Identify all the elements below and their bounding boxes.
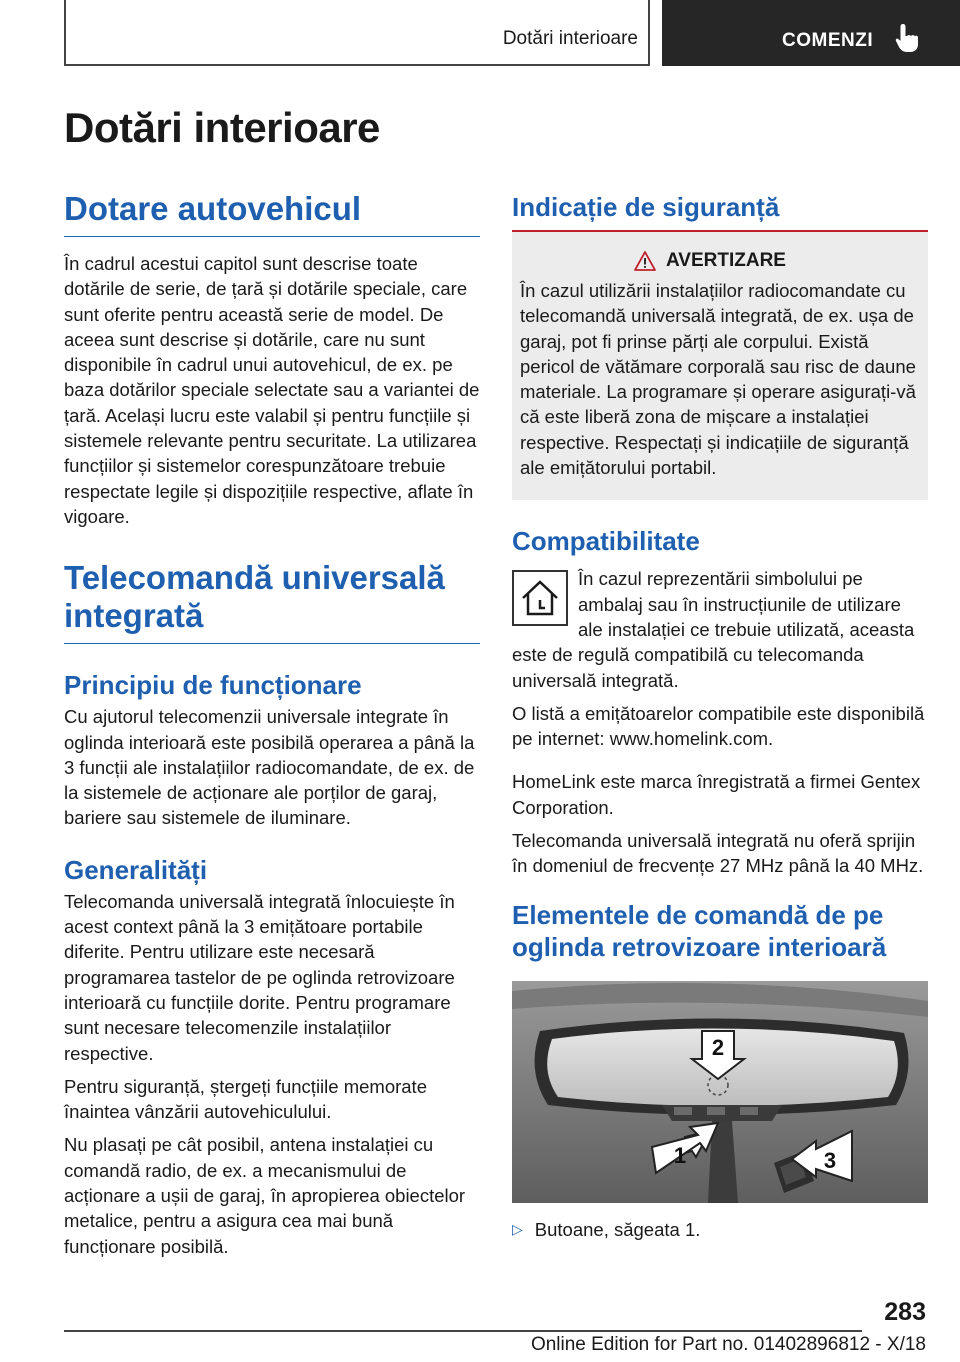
- text-compat-4: Telecomanda universală integrată nu oferă sprijin în domeniul de frecvențe 27 MHz până la 40 MHz.: [512, 830, 924, 877]
- warning-title: AVERTIZARE: [666, 250, 786, 271]
- warning-title-row: [520, 250, 920, 272]
- left-column: [64, 190, 480, 1259]
- section-text-dotare: În cadrul acestui capitol sunt descrise toate dotările de serie, de țară și dotările speciale, care sunt oferite pentru această serie de model. De aceea sunt descrise și dotările, care nu sunt disponibile în cadrul unui autovehicul, de ex. pe baza dotărilor speciale selectate sau a variantei de țară. Același lucru este valabil și pentru funcțiile și sistemele relevante pentru securitate. La utilizarea funcțiilor și sistemelor corespunzătoare trebuie respectate legile și dispozițiile respective, aflate în vigoare.: [64, 253, 480, 527]
- right-column: [512, 190, 928, 1242]
- header-section-tab[interactable]: [662, 0, 960, 66]
- figure-label-2: 2: [711, 1034, 725, 1060]
- compat-block: [512, 566, 928, 878]
- text-compat-3: HomeLink este marca înregistrată a firmei Gentex Corporation.: [512, 771, 921, 818]
- figure-label-3: 3: [823, 1147, 837, 1173]
- homelink-symbol-icon: [512, 570, 568, 626]
- footer-edition: Online Edition for Part no. 01402896812 - X/18: [530, 1334, 926, 1355]
- section-heading-dotare: Dotare autovehicul: [64, 190, 480, 237]
- header-left-rule: [64, 0, 66, 64]
- page-title: Dotări interioare: [64, 104, 380, 151]
- heading-compatibilitate: Compatibilitate: [512, 526, 700, 557]
- subheading-generalitati: Generalități: [64, 854, 208, 885]
- subheading-principiu: Principiu de funcționare: [64, 670, 362, 701]
- page-number: 283: [884, 1298, 926, 1326]
- warning-text: În cazul utilizării instalațiilor radiocomandate cu telecomandă universală integrată, de ex. ușa de garaj, pot fi prinse părți ale corpului. Există pericol de vătămare corporală sau risc de daune materiale. La programare și operare asigurați-vă că este liberă zona de mișcare a instalației respective. Respectați și indicațiile de siguranță ale emițătorului portabil.: [520, 280, 916, 479]
- text-principiu: Cu ajutorul telecomenzii universale integrate în oglinda interioară este posibilă operarea a până la 3 funcții ale instalațiilor radiocomandate, de ex. de la sistemele de acționare ale porților de garaj, bariere sau sistemele de iluminare.: [64, 706, 475, 829]
- bullet-text: Butoane, săgeata 1.: [534, 1218, 701, 1240]
- header-tab-label: COMENZI: [782, 30, 874, 51]
- heading-indicatie-siguranta: Indicație de siguranță: [512, 192, 780, 222]
- figure-label-1: 1: [673, 1142, 687, 1168]
- hand-pointer-icon: [894, 22, 920, 54]
- header-bottom-rule: [64, 64, 650, 66]
- footer-rule: [64, 1330, 862, 1332]
- header-chapter-link[interactable]: Dotări interioare: [502, 28, 638, 49]
- warning-box: [512, 232, 928, 500]
- text-generalitati-1: Telecomanda universală integrată înlocuiește în acest context până la 3 emițătoare portabile diferite. Pentru utilizare este necesară programarea tastelor de pe oglinda retrovizoare interioară cu funcțiile dorite. Pentru programare sunt necesare telecomenzile instalațiilor respective.: [64, 890, 455, 1064]
- header-divider: [648, 0, 650, 66]
- text-compat-2: O listă a emițătoarelor compatibile este disponibilă pe internet: www.homelink.com.: [512, 702, 925, 750]
- text-compat-1: În cazul reprezentării simbolului pe ambalaj sau în instrucțiunile de utilizare ale instalației ce trebuie utilizată, aceasta este de regulă compatibilă cu telecomanda universală integrată.: [512, 568, 915, 691]
- heading-elemente-comanda: Elementele de comandă de pe oglinda retrovizoare interioară: [512, 899, 887, 962]
- text-generalitati-2: Pentru siguranță, ștergeți funcțiile memorate înaintea vânzării autovehiculului.: [64, 1075, 427, 1123]
- mirror-figure: [512, 981, 928, 1203]
- warning-triangle-icon: [634, 251, 656, 271]
- bullet-triangle-icon: ▷: [512, 1220, 523, 1237]
- section-heading-telecomanda: Telecomandă universală integrată: [64, 559, 480, 644]
- list-item: [512, 1217, 928, 1242]
- text-generalitati-3: Nu plasați pe cât posibil, antena instalației cu comandă radio, de ex. a mecanismului de acționare a ușii de garaj, în apropierea obiectelor metalice, pentru a asigura cea mai bună funcționare posibilă.: [64, 1134, 466, 1257]
